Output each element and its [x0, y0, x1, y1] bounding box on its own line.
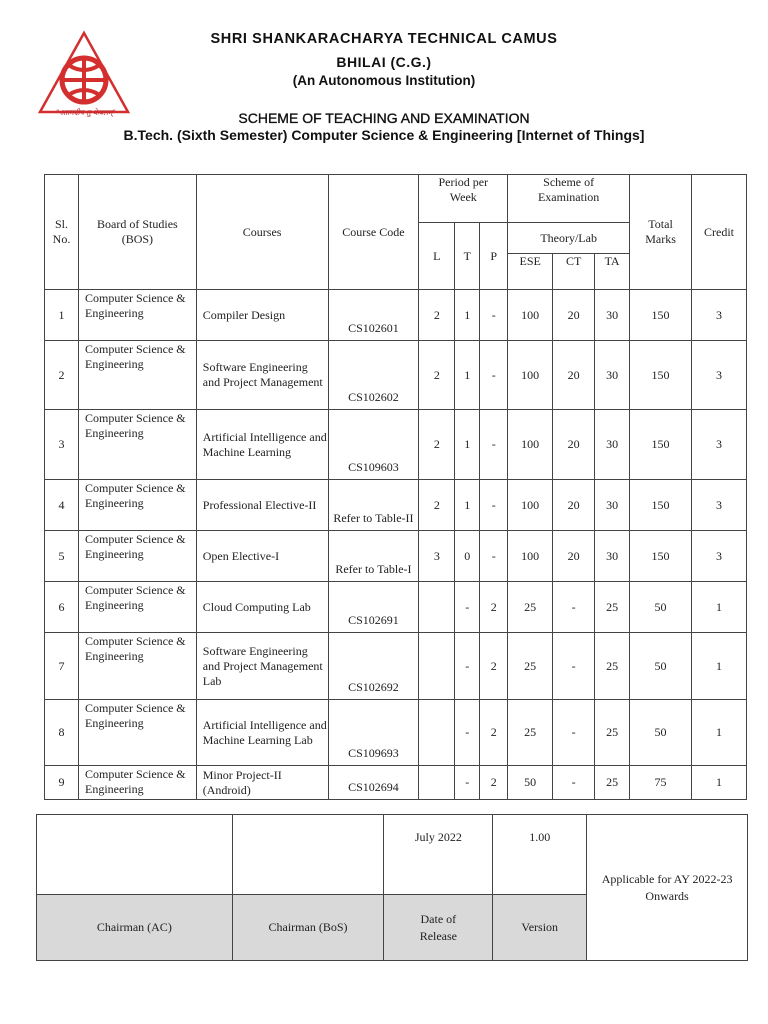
row-p: -	[480, 480, 508, 531]
row-t: 0	[455, 531, 480, 582]
row-sl-no: 8	[45, 700, 79, 766]
header-bos: Board of Studies (BOS)	[78, 175, 196, 290]
row-ct: 20	[553, 290, 595, 341]
row-ta: 30	[595, 410, 630, 480]
row-total: 150	[630, 290, 692, 341]
row-l	[419, 633, 455, 700]
chairman-bos-signature	[232, 815, 384, 895]
logo-motto: "आत्मदीप तु केवलम्"	[56, 108, 116, 117]
row-bos: Computer Science & Engineering	[78, 700, 196, 766]
version-value: 1.00	[493, 815, 587, 895]
version-label: Version	[493, 895, 587, 961]
row-l: 3	[419, 531, 455, 582]
row-ct: 20	[553, 410, 595, 480]
row-total: 75	[630, 766, 692, 800]
row-p: -	[480, 341, 508, 410]
header-t: T	[455, 223, 480, 290]
row-total: 50	[630, 582, 692, 633]
row-ese: 100	[508, 290, 553, 341]
row-credit: 1	[692, 633, 747, 700]
row-sl-no: 2	[45, 341, 79, 410]
table-row	[45, 410, 747, 480]
row-bos: Computer Science & Engineering	[78, 531, 196, 582]
row-bos: Computer Science & Engineering	[78, 582, 196, 633]
row-p: 2	[480, 700, 508, 766]
row-credit: 3	[692, 410, 747, 480]
row-ct: 20	[553, 531, 595, 582]
row-t: 1	[455, 480, 480, 531]
row-course: Software Engineering and Project Management	[196, 341, 328, 410]
row-ta: 25	[595, 582, 630, 633]
row-ta: 25	[595, 766, 630, 800]
row-l: 2	[419, 410, 455, 480]
row-ct: -	[553, 582, 595, 633]
table-row	[45, 480, 747, 531]
row-course-code: CS102694	[328, 766, 419, 800]
row-course: Professional Elective-II	[196, 480, 328, 531]
row-ese: 100	[508, 341, 553, 410]
row-course-code: CS102692	[328, 633, 419, 700]
header-credit: Credit	[692, 175, 747, 290]
row-course: Artificial Intelligence and Machine Learning	[196, 410, 328, 480]
row-total: 150	[630, 531, 692, 582]
row-sl-no: 6	[45, 582, 79, 633]
row-credit: 3	[692, 341, 747, 410]
header-period-per-week: Period per Week	[419, 175, 508, 223]
row-sl-no: 9	[45, 766, 79, 800]
header-ese: ESE	[508, 254, 553, 290]
row-bos: Computer Science & Engineering	[78, 766, 196, 800]
row-p: -	[480, 531, 508, 582]
applicable-note: Applicable for AY 2022-23 Onwards	[587, 815, 748, 961]
row-ta: 25	[595, 700, 630, 766]
scheme-table	[44, 174, 747, 800]
row-total: 150	[630, 341, 692, 410]
row-ta: 30	[595, 531, 630, 582]
row-total: 150	[630, 410, 692, 480]
row-credit: 3	[692, 290, 747, 341]
table-row	[45, 700, 747, 766]
chairman-ac-label: Chairman (AC)	[37, 895, 233, 961]
row-bos: Computer Science & Engineering	[78, 480, 196, 531]
header-scheme: Scheme of Examination	[508, 175, 630, 223]
row-ct: 20	[553, 341, 595, 410]
row-ta: 30	[595, 480, 630, 531]
program-title: B.Tech. (Sixth Semester) Computer Science & Engineering [Internet of Things]	[123, 127, 645, 143]
row-course-code: CS102602	[328, 341, 419, 410]
scheme-title: SCHEME OF TEACHING AND EXAMINATION	[238, 110, 530, 126]
row-ese: 50	[508, 766, 553, 800]
row-t: -	[455, 700, 480, 766]
row-course-code: CS109603	[328, 410, 419, 480]
header-total-marks: Total Marks	[630, 175, 692, 290]
row-course: Minor Project-II (Android)	[196, 766, 328, 800]
institute-name: SHRI SHANKARACHARYA TECHNICAL CAMUS	[210, 31, 558, 47]
row-t: 1	[455, 290, 480, 341]
row-ese: 25	[508, 633, 553, 700]
row-credit: 1	[692, 700, 747, 766]
row-p: -	[480, 290, 508, 341]
row-t: -	[455, 766, 480, 800]
row-ese: 100	[508, 531, 553, 582]
row-course-code: CS102601	[328, 290, 419, 341]
row-l	[419, 582, 455, 633]
table-row	[45, 341, 747, 410]
chairman-ac-signature	[37, 815, 233, 895]
row-p: 2	[480, 633, 508, 700]
row-course: Compiler Design	[196, 290, 328, 341]
row-credit: 1	[692, 766, 747, 800]
row-ta: 25	[595, 633, 630, 700]
row-bos: Computer Science & Engineering	[78, 290, 196, 341]
table-row	[45, 531, 747, 582]
row-bos: Computer Science & Engineering	[78, 410, 196, 480]
row-l: 2	[419, 480, 455, 531]
row-course: Artificial Intelligence and Machine Learning Lab	[196, 700, 328, 766]
institute-status: (An Autonomous Institution)	[292, 73, 476, 88]
row-l	[419, 700, 455, 766]
row-ct: -	[553, 700, 595, 766]
institute-city: BHILAI (C.G.)	[336, 54, 432, 70]
row-ta: 30	[595, 290, 630, 341]
header-ta: TA	[595, 254, 630, 290]
table-row	[45, 290, 747, 341]
row-course: Open Elective-I	[196, 531, 328, 582]
row-ct: -	[553, 766, 595, 800]
row-t: -	[455, 582, 480, 633]
row-course: Software Engineering and Project Management Lab	[196, 633, 328, 700]
row-t: 1	[455, 410, 480, 480]
row-p: 2	[480, 766, 508, 800]
row-sl-no: 4	[45, 480, 79, 531]
header-courses: Courses	[196, 175, 328, 290]
row-total: 50	[630, 700, 692, 766]
release-date: July 2022	[384, 815, 493, 895]
row-ese: 25	[508, 700, 553, 766]
header-l: L	[419, 223, 455, 290]
row-total: 50	[630, 633, 692, 700]
row-sl-no: 5	[45, 531, 79, 582]
header-ct: CT	[553, 254, 595, 290]
header-theory-lab: Theory/Lab	[508, 223, 630, 254]
row-ct: 20	[553, 480, 595, 531]
row-bos: Computer Science & Engineering	[78, 633, 196, 700]
row-l	[419, 766, 455, 800]
table-row	[45, 633, 747, 700]
row-t: -	[455, 633, 480, 700]
table-row	[45, 766, 747, 800]
row-course-code: CS109693	[328, 700, 419, 766]
row-course-code: Refer to Table-II	[328, 480, 419, 531]
row-credit: 3	[692, 480, 747, 531]
row-ct: -	[553, 633, 595, 700]
row-ese: 100	[508, 480, 553, 531]
row-p: 2	[480, 582, 508, 633]
header-sl-no: Sl. No.	[45, 175, 79, 290]
row-bos: Computer Science & Engineering	[78, 341, 196, 410]
row-p: -	[480, 410, 508, 480]
chairman-bos-label: Chairman (BoS)	[232, 895, 384, 961]
row-credit: 1	[692, 582, 747, 633]
header-course-code: Course Code	[328, 175, 419, 290]
table-row	[45, 582, 747, 633]
header-p: P	[480, 223, 508, 290]
date-of-release-label: Date of Release	[384, 895, 493, 961]
row-sl-no: 7	[45, 633, 79, 700]
row-course-code: CS102691	[328, 582, 419, 633]
row-t: 1	[455, 341, 480, 410]
row-course-code: Refer to Table-I	[328, 531, 419, 582]
row-credit: 3	[692, 531, 747, 582]
row-ese: 25	[508, 582, 553, 633]
row-ta: 30	[595, 341, 630, 410]
approval-table	[36, 814, 748, 961]
row-course: Cloud Computing Lab	[196, 582, 328, 633]
row-sl-no: 1	[45, 290, 79, 341]
row-sl-no: 3	[45, 410, 79, 480]
row-ese: 100	[508, 410, 553, 480]
row-l: 2	[419, 341, 455, 410]
row-total: 150	[630, 480, 692, 531]
row-l: 2	[419, 290, 455, 341]
